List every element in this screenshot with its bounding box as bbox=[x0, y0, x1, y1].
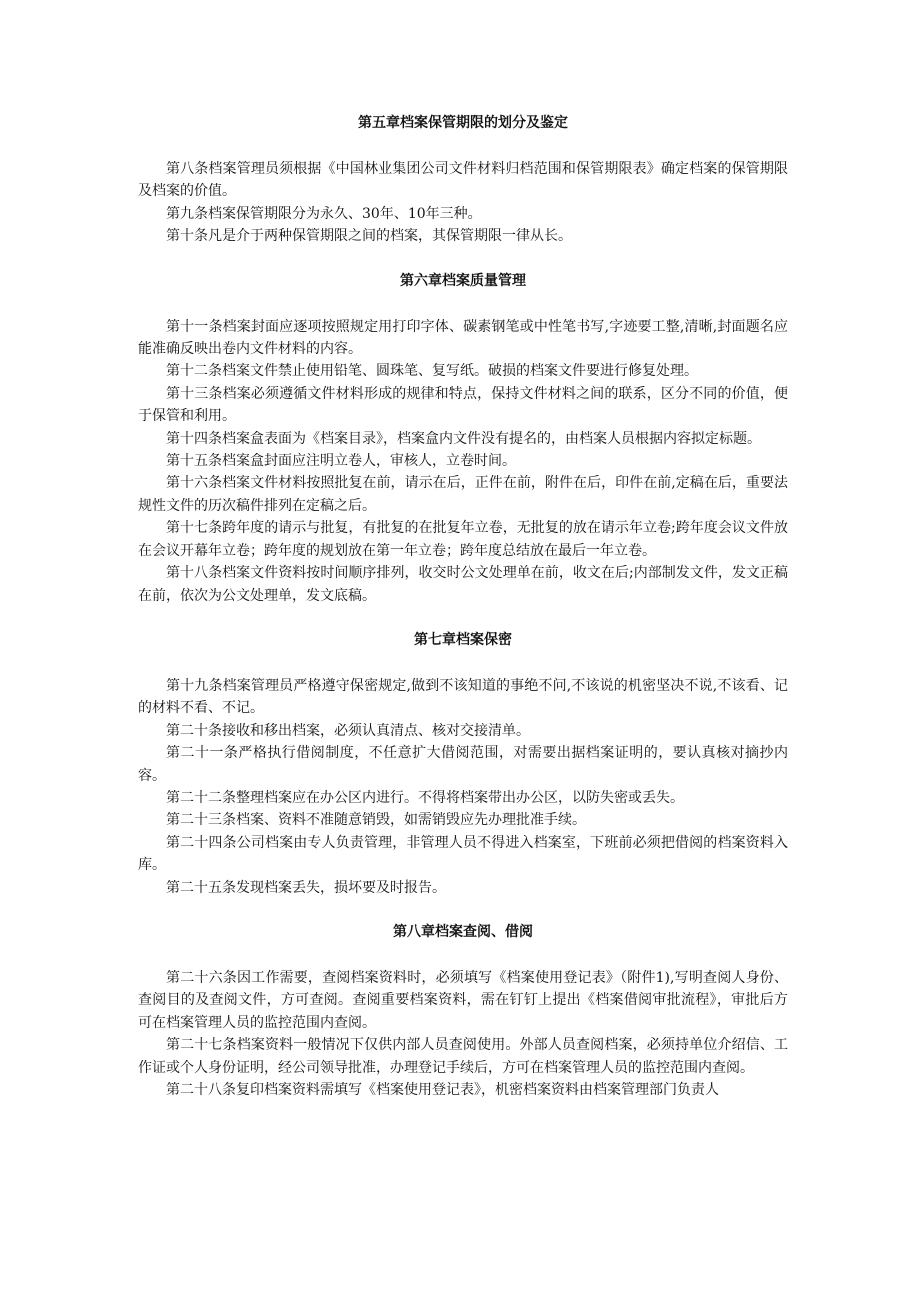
article-16: 第十六条档案文件材料按照批复在前，请示在后，正件在前，附件在后，印件在前,定稿在后，重要法规性文件的历次稿件排列在定稿之后。 bbox=[138, 475, 788, 514]
article-15: 第十五条档案盒封面应注明立卷人，审核人，立卷时间。 bbox=[166, 453, 516, 470]
article-11: 第十一条档案封面应逐项按照规定用打印字体、碳素钢笔或中性笔书写,字迹要工整,清晰,封面题名应能准确反映出卷内文件材料的内容。 bbox=[138, 318, 788, 358]
document-page bbox=[138, 112, 788, 1101]
article-22: 第二十二条整理档案应在办公区内进行。不得将档案带出办公区，以防失密或丢失。 bbox=[166, 789, 684, 806]
chapter-6-heading: 第六章档案质量管理 bbox=[400, 272, 526, 289]
article-26: 第二十六条因工作需要，查阅档案资料时，必须填写《档案使用登记表》（附件1),写明查阅人身份、查阅目的及查阅文件，方可查阅。查阅重要档案资料，需在钉钉上提出《档案借阅审批流程》，审批后方可在档案管理人员的监控范围内查阅。 bbox=[138, 969, 788, 1031]
article-13: 第十三条档案必须遵循文件材料形成的规律和特点，保持文件材料之间的联系，区分不同的价值，便于保管和利用。 bbox=[138, 385, 788, 425]
article-18: 第十八条档案文件资料按时间顺序排列，收交时公文处理单在前，收文在后;内部制发文件，发文正稿在前，依次为公文处理单，发文底稿。 bbox=[138, 565, 788, 604]
article-9: 第九条档案保管期限分为永久、30年、10年三种。 bbox=[166, 205, 482, 222]
article-25: 第二十五条发现档案丢失，损坏要及时报告。 bbox=[166, 879, 446, 896]
chapter-5-heading: 第五章档案保管期限的划分及鉴定 bbox=[358, 115, 568, 131]
article-20: 第二十条接收和移出档案，必须认真清点、核对交接清单。 bbox=[166, 722, 530, 739]
article-17: 第十七条跨年度的请示与批复，有批复的在批复年立卷，无批复的放在请示年立卷;跨年度会议文件放在会议开幕年立卷；跨年度的规划放在第一年立卷；跨年度总结放在最后一年立卷。 bbox=[138, 520, 788, 559]
article-14: 第十四条档案盒表面为《档案目录》，档案盒内文件没有提名的，由档案人员根据内容拟定标题。 bbox=[166, 430, 761, 447]
article-10: 第十条凡是介于两种保管期限之间的档案，其保管期限一律从长。 bbox=[166, 228, 572, 245]
article-12: 第十二条档案文件禁止使用铅笔、圆珠笔、复写纸。破损的档案文件要进行修复处理。 bbox=[166, 363, 698, 380]
article-24: 第二十四条公司档案由专人负责管理，非管理人员不得进入档案室，下班前必须把借阅的档案资料入库。 bbox=[138, 834, 788, 874]
article-21: 第二十一条严格执行借阅制度，不任意扩大借阅范围，对需要出据档案证明的，要认真核对摘抄内容。 bbox=[138, 745, 788, 784]
article-27: 第二十七条档案资料一般情况下仅供内部人员查阅使用。外部人员查阅档案，必须持单位介绍信、工作证或个人身份证明，经公司领导批准，办理登记手续后，方可在档案管理人员的监控范围内查阅。 bbox=[138, 1037, 788, 1076]
article-8: 第八条档案管理员须根据《中国林业集团公司文件材料归档范围和保管期限表》确定档案的保管期限及档案的价值。 bbox=[138, 161, 788, 200]
chapter-7-heading: 第七章档案保密 bbox=[414, 631, 512, 648]
article-28: 第二十八条复印档案资料需填写《档案使用登记表》，机密档案资料由档案管理部门负责人 bbox=[166, 1082, 719, 1098]
article-23: 第二十三条档案、资料不准随意销毁，如需销毁应先办理批准手续。 bbox=[166, 812, 586, 829]
chapter-8-heading: 第八章档案查阅、借阅 bbox=[393, 923, 533, 940]
article-19: 第十九条档案管理员严格遵守保密规定,做到不该知道的事绝不问,不该说的机密坚决不说,不该看、记的材料不看、不记。 bbox=[138, 677, 788, 717]
